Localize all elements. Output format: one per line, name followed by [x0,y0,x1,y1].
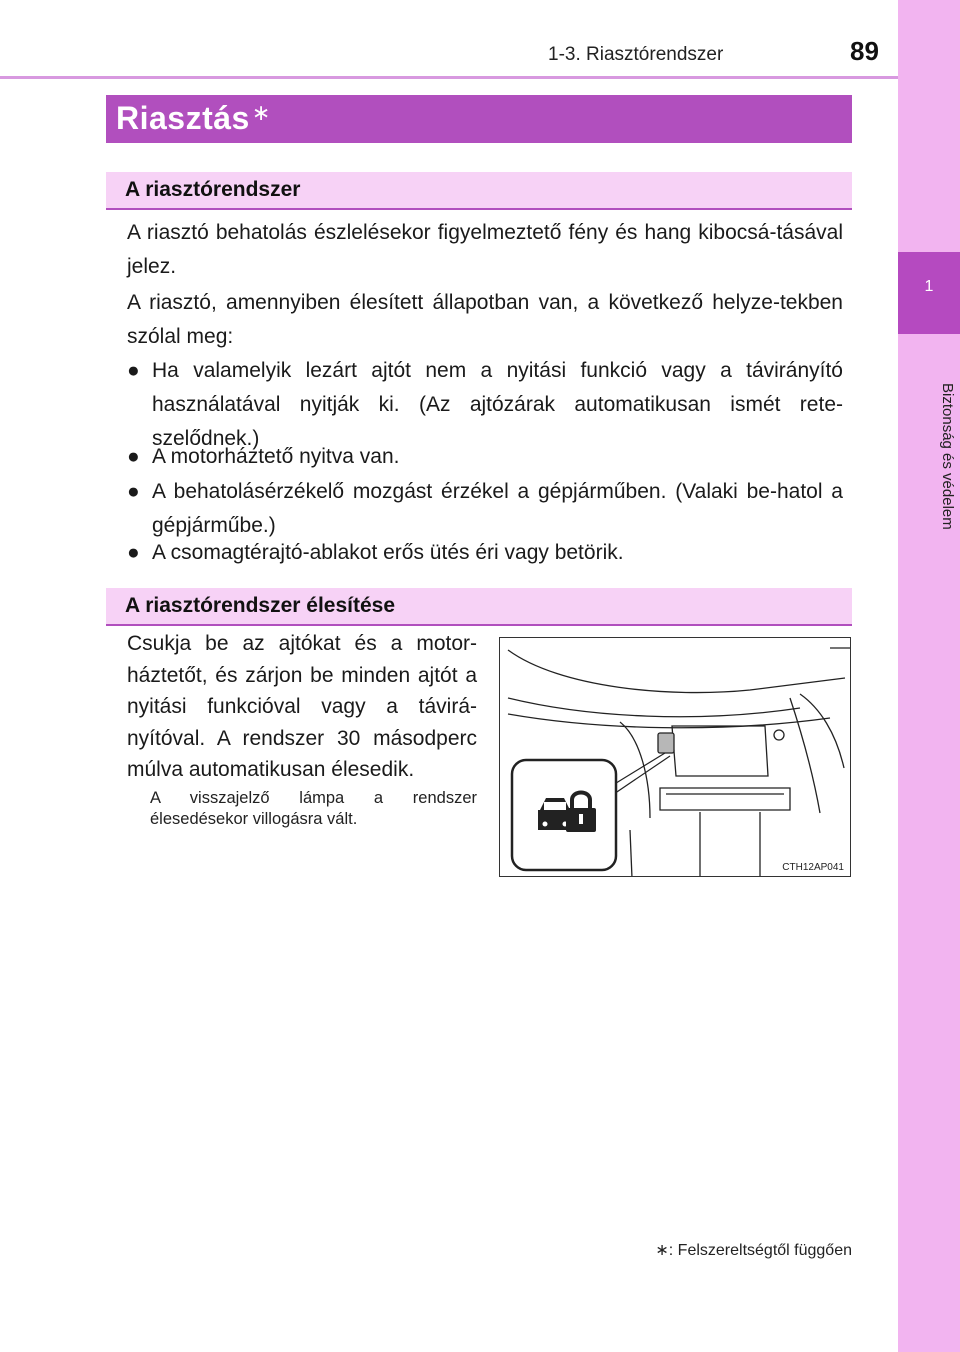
chapter-title: Biztonság és védelem [939,382,956,530]
list-item-text: A motorháztető nyitva van. [152,445,400,468]
chapter-number: 1 [898,252,960,334]
page-number: 89 [850,36,879,66]
footnote-text: : Felszereltségtől függően [668,1242,852,1259]
bullet-icon: ● [127,480,140,503]
paragraph-intro: A riasztó behatolás észlelésekor figyelmeztető fény és hang kibocsá-tásával jelez. [127,221,843,278]
bullet-icon: ● [127,359,140,382]
dashboard-figure [499,637,851,877]
paragraph-arming: Csukja be az ajtókat és a motor-háztetőt, és zárjon be minden ajtót a nyitási funkcióval vagy a távirá-nyítóval. A rendszer 30 másodperc múlva automatikusan élesedik. [127,632,477,781]
list-item [127,475,843,543]
list-item-text: A behatolásérzékelő mozgást érzékel a gépjárműben. (Valaki be-hatol a gépjárműbe.) [152,480,843,537]
section-heading-arming [106,588,852,626]
list-item [127,536,843,570]
list-item-text: Ha valamelyik lezárt ajtót nem a nyitási funkció vagy a távirányító használatával nyitják ki. (Az ajtózárak automatikusan ismét rete-szelődnek.) [152,359,843,450]
indicator-note: A visszajelző lámpa a rendszer élesedésekor villogásra vált. [150,789,477,828]
list-item-text: A csomagtérajtó-ablakot erős ütés éri vagy betörik. [152,541,624,564]
figure-code: CTH12AP041 [782,862,844,873]
dashboard-illustration [500,638,851,877]
title-asterisk: ∗ [251,100,271,125]
section-heading-text: A riasztórendszer élesítése [125,594,396,617]
list-item [127,440,843,474]
chapter-side-tab [898,0,960,1352]
bullet-icon: ● [127,541,140,564]
header-rule [0,76,898,79]
section-heading-text: A riasztórendszer [125,178,301,201]
footnote-asterisk: ∗ [655,1242,669,1259]
footnote [655,1240,852,1260]
page-title [116,100,271,137]
section-label: 1-3. Riasztórendszer [548,44,724,65]
security-indicator-lamp [658,733,674,753]
page-title-text: Riasztás [116,100,250,136]
paragraph-conditions: A riasztó, amennyiben élesített állapotban van, a következő helyze-tekben szólal meg: [127,291,843,348]
bullet-icon: ● [127,445,140,468]
section-heading-alarm-system [106,172,852,210]
